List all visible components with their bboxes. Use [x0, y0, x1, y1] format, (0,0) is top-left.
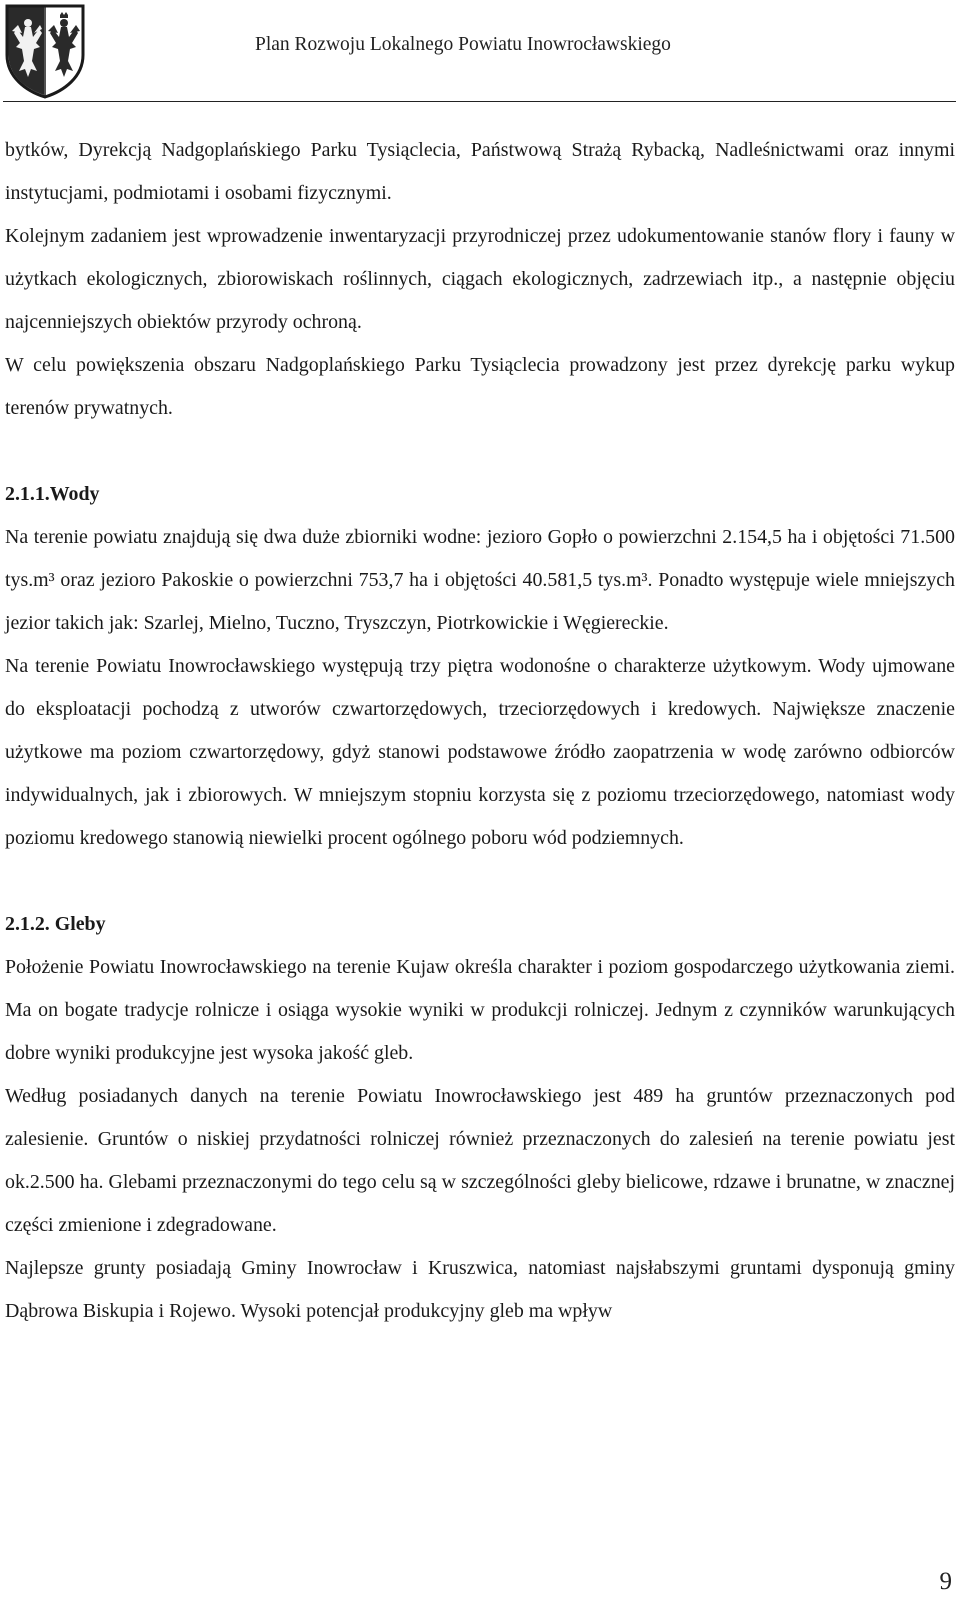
paragraph: Na terenie Powiatu Inowrocławskiego występują trzy piętra wodonośne o charakterze użytkowym. Wody ujmowane do eksploatacji pochodzą z utworów czwartorzędowych, trzeciorzędowych i kredowych. Największe znaczenie użytkowe ma poziom czwartorzędowy, gdyż stanowi podstawowe źródło zaopatrzenia w wodę zarówno odbiorców indywidualnych, jak i zbiorowych. W mniejszym stopniu korzysta się z poziomu trzeciorzędowego, natomiast wody poziomu kredowego stanowią niewielki procent ogólnego poboru wód podziemnych.	[5, 655, 955, 849]
document-body	[5, 129, 955, 1333]
paragraph: Położenie Powiatu Inowrocławskiego na terenie Kujaw określa charakter i poziom gospodarczego użytkowania ziemi. Ma on bogate tradycje rolnicze i osiąga wysokie wyniki w produkcji rolniczej. Jednym z czynników warunkujących dobre wyniki produkcyjne jest wysoka jakość gleb.	[5, 956, 955, 1064]
page-number: 9	[939, 1568, 952, 1595]
page-header	[0, 0, 960, 104]
paragraph: W celu powiększenia obszaru Nadgoplańskiego Parku Tysiąclecia prowadzony jest przez dyrekcję parku wykup terenów prywatnych.	[5, 354, 955, 419]
header-divider	[3, 101, 956, 102]
section-heading-wody: 2.1.1.Wody	[5, 483, 100, 505]
document-title: Plan Rozwoju Lokalnego Powiatu Inowrocławskiego	[255, 34, 671, 55]
paragraph: Na terenie powiatu znajdują się dwa duże zbiorniki wodne: jezioro Gopło o powierzchni 2.154,5 ha i objętości 71.500 tys.m³ oraz jezioro Pakoskie o powierzchni 753,7 ha i objętości 40.581,5 tys.m³. Ponadto występuje wiele mniejszych jezior takich jak: Szarlej, Mielno, Tuczno, Tryszczyn, Piotrkowickie i Węgiereckie.	[5, 526, 955, 634]
section-spacer	[5, 430, 955, 473]
section-heading-gleby: 2.1.2. Gleby	[5, 913, 106, 935]
paragraph: bytków, Dyrekcją Nadgoplańskiego Parku Tysiąclecia, Państwową Strażą Rybacką, Nadleśnictwami oraz innymi instytucjami, podmiotami i osobami fizycznymi.	[5, 139, 955, 204]
paragraph: Według posiadanych danych na terenie Powiatu Inowrocławskiego jest 489 ha gruntów przeznaczonych pod zalesienie. Gruntów o niskiej przydatności rolniczej również przeznaczonych do zalesień na terenie powiatu jest ok.2.500 ha. Glebami przeznaczonymi do tego celu są w szczególności gleby bielicowe, rdzawe i brunatne, w znacznej części zmienione i zdegradowane.	[5, 1085, 955, 1236]
eagle-coat-of-arms-icon	[4, 3, 86, 99]
paragraph: Najlepsze grunty posiadają Gminy Inowrocław i Kruszwica, natomiast najsłabszymi gruntami dysponują gminy Dąbrowa Biskupia i Rojewo. Wysoki potencjał produkcyjny gleb ma wpływ	[5, 1257, 955, 1322]
section-spacer	[5, 860, 955, 903]
paragraph: Kolejnym zadaniem jest wprowadzenie inwentaryzacji przyrodniczej przez udokumentowanie stanów flory i fauny w użytkach ekologicznych, zbiorowiskach roślinnych, ciągach ekologicznych, zadrzewiach itp., a następnie objęciu najcenniejszych obiektów przyrody ochroną.	[5, 225, 955, 333]
